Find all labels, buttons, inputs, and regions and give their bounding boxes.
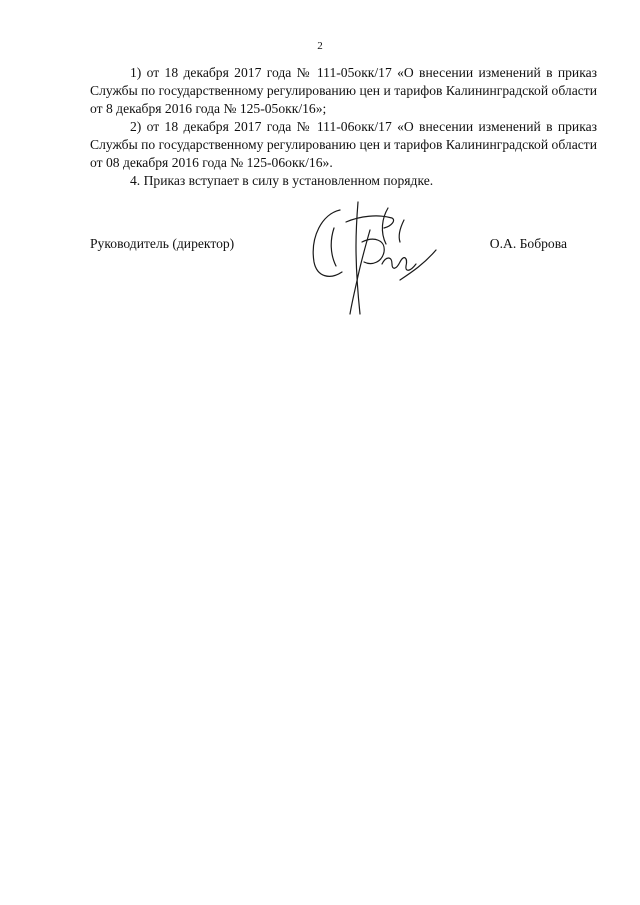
signatory-name: О.А. Боброва [489, 236, 567, 251]
paragraph-item-1: 1) от 18 декабря 2017 года № 111-05окк/17 «О внесении изменений в приказ Службы по государственному регулированию цен и тарифов Калининградской области от 8 декабря 2016 года № 125-05окк/16»; [90, 65, 597, 116]
handwritten-signature [300, 192, 450, 322]
page-number: 2 [317, 40, 323, 52]
document-body [90, 64, 597, 190]
paragraph-item-2: 2) от 18 декабря 2017 года № 111-06окк/17 «О внесении изменений в приказ Службы по государственному регулированию цен и тарифов Калининградской области от 08 декабря 2016 года № 125-06окк/16». [90, 119, 597, 170]
paragraph-item-4: 4. Приказ вступает в силу в установленном порядке. [130, 173, 434, 188]
signatory-title: Руководитель (директор) [90, 236, 235, 251]
